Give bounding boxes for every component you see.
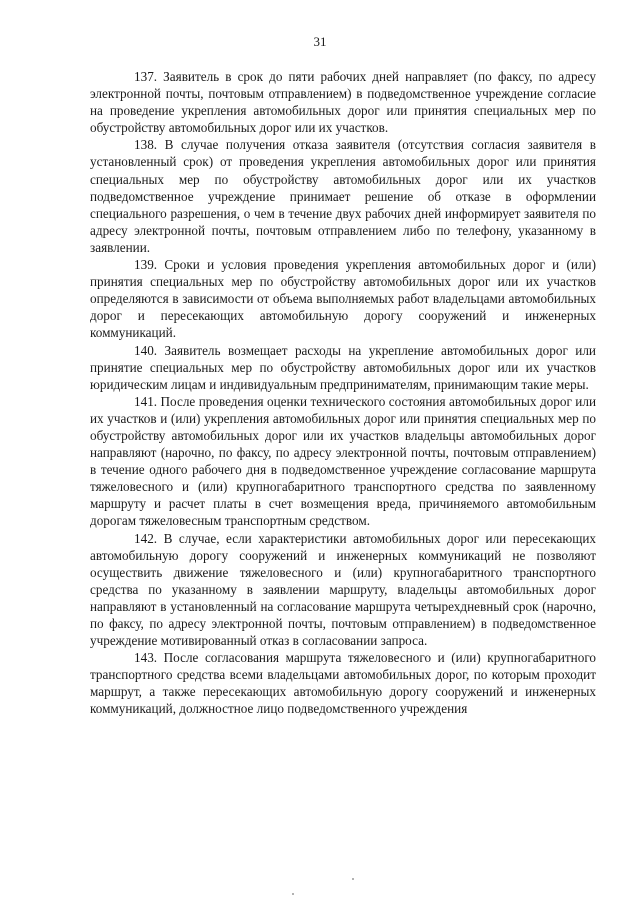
- page-number: 31: [313, 34, 327, 49]
- paragraph-141: 141. После проведения оценки технического состояния автомобильных дорог или их участков и (или) укрепления автомобильных дорог или принятия специальных мер по обустройству автомобильных дорог или их участков владельцы автомобильных дорог направляют (нарочно, по факсу, по адресу электронной почты, почтовым отправлением) в течение одного рабочего дня в подведомственное учреждение согласование маршрута тяжеловесного и (или) крупногабаритного транспортного средства по заявленному маршруту и расчет платы в счет возмещения вреда, причиняемого автомобильным дорогам тяжеловесным транспортным средством.: [90, 393, 596, 529]
- document-body: [90, 68, 596, 718]
- scan-speck: [292, 893, 294, 895]
- paragraph-138: 138. В случае получения отказа заявителя (отсутствия согласия заявителя в установленный срок) от проведения укрепления автомобильных дорог или принятия специальных мер по обустройству автомобильных дорог или их участков подведомственное учреждение принимает решение об отказе в оформлении специального разрешения, о чем в течение двух рабочих дней информирует заявителя по адресу электронной почты, почтовым отправлением либо по телефону, указанному в заявлении.: [90, 137, 596, 255]
- scan-speck: [352, 878, 354, 880]
- paragraph-137: 137. Заявитель в срок до пяти рабочих дней направляет (по факсу, по адресу электронной почты, почтовым отправлением) в подведомственное учреждение согласие на проведение укрепления автомобильных дорог или принятия специальных мер по обустройству автомобильных дорог или их участков.: [90, 69, 596, 136]
- paragraph-142: 142. В случае, если характеристики автомобильных дорог или пересекающих автомобильную дорогу сооружений и инженерных коммуникаций не позволяют осуществить движение тяжеловесного и (или) крупногабаритного транспортного средства по указанному в заявлении маршруту, владельцы автомобильных дорог направляют в установленный на согласование маршрута четырехдневный срок (нарочно, по факсу, по адресу электронной почты, почтовым отправлением) в подведомственное учреждение мотивированный отказ в согласовании запроса.: [90, 530, 596, 649]
- paragraph-143: 143. После согласования маршрута тяжеловесного и (или) крупногабаритного транспортного средства всеми владельцами автомобильных дорог, по которым проходит маршрут, а также пересекающих автомобильную дорогу сооружений и инженерных коммуникаций, должностное лицо подведомственного учреждения: [90, 650, 596, 717]
- paragraph-139: 139. Сроки и условия проведения укрепления автомобильных дорог и (или) принятия специальных мер по обустройству автомобильных дорог или их участков определяются в зависимости от объема выполняемых работ владельцами автомобильных дорог и пересекающих автомобильную дорогу сооружений и инженерных коммуникаций.: [90, 257, 596, 341]
- paragraph-140: 140. Заявитель возмещает расходы на укрепление автомобильных дорог или принятие специальных мер по обустройству автомобильных дорог или их участков юридическим лицам и индивидуальным предпринимателям, принимающим такие меры.: [90, 342, 596, 392]
